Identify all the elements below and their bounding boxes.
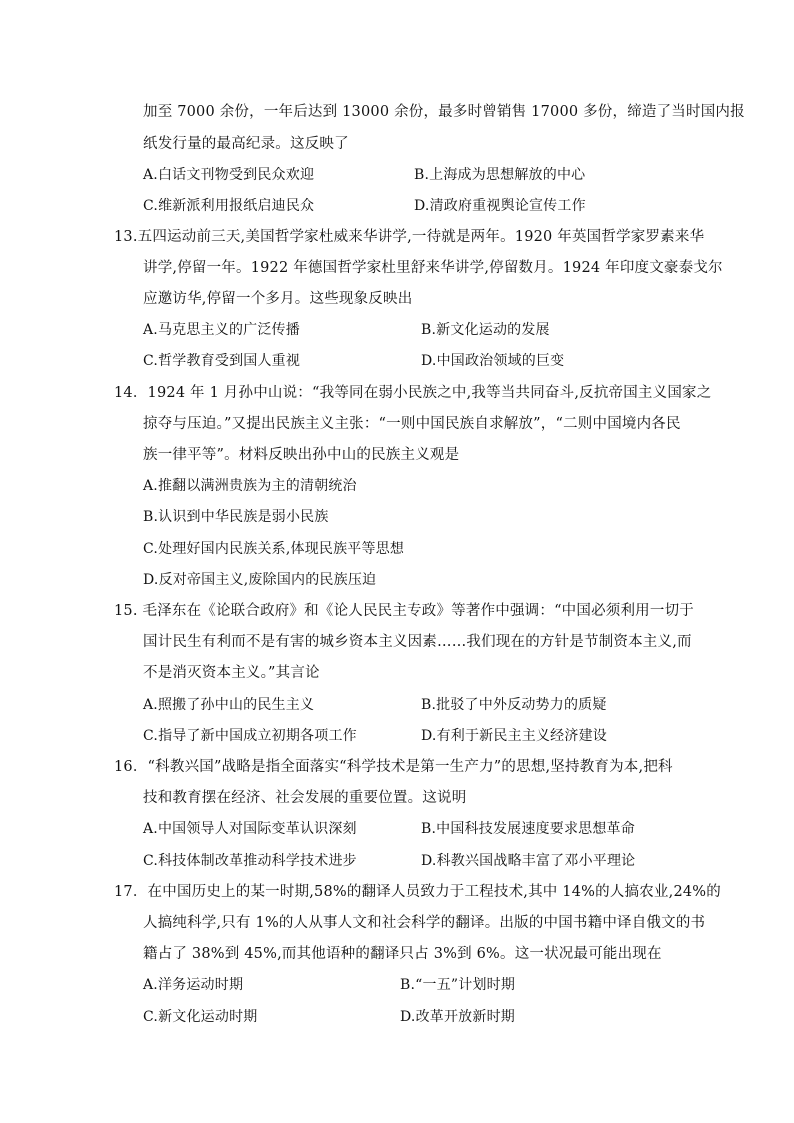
q15-option-c[interactable]: C.指导了新中国成立初期各项工作	[143, 728, 357, 744]
q16-option-c[interactable]: C.科技体制改革推动科学技术进步	[143, 853, 357, 869]
q12-option-b[interactable]: B.上海成为思想解放的中心	[414, 167, 586, 183]
q14-line-2: 掠夺与压迫。”又提出民族主义主张：“一则中国民族自求解放”，“二则中国境内各民	[143, 416, 681, 432]
q12-option-d[interactable]: D.清政府重视舆论宣传工作	[414, 198, 586, 214]
q16-option-d[interactable]: D.科教兴国战略丰富了邓小平理论	[421, 853, 636, 869]
q16-line-1: 16．“科教兴国”战略是指全面落实“科学技术是第一生产力”的思想,坚持教育为本,把科	[114, 759, 673, 775]
q13-option-c[interactable]: C.哲学教育受到国人重视	[143, 353, 301, 369]
q12-option-c[interactable]: C.维新派利用报纸启迪民众	[143, 198, 315, 214]
q17-option-b[interactable]: B.“一五”计划时期	[400, 977, 516, 993]
q16-option-a[interactable]: A.中国领导人对国际变革认识深刻	[143, 821, 357, 837]
q12-line-1: 加至 7000 余份，一年后达到 13000 余份，最多时曾销售 17000 多份，缔造了当时国内报	[143, 104, 745, 120]
q14-line-3: 族一律平等”。材料反映出孙中山的民族主义观是	[143, 447, 460, 463]
q17-line-1: 17．在中国历史上的某一时期,58%的翻译人员致力于工程技术,其中 14%的人搞农业,24%的	[114, 884, 721, 900]
q15-option-d[interactable]: D.有利于新民主主义经济建设	[421, 728, 607, 744]
q13-option-d[interactable]: D.中国政治领域的巨变	[421, 353, 565, 369]
q17-option-a[interactable]: A.洋务运动时期	[143, 977, 244, 993]
q16-option-b[interactable]: B.中国科技发展速度要求思想革命	[421, 821, 635, 837]
q17-option-c[interactable]: C.新文化运动时期	[143, 1009, 258, 1025]
q13-line-2: 讲学,停留一年。1922 年德国哲学家杜里舒来华讲学,停留数月。1924 年印度文豪泰戈尔	[143, 260, 723, 276]
q12-option-a[interactable]: A.白话文刊物受到民众欢迎	[143, 167, 315, 183]
q15-line-1: 15. 毛泽东在《论联合政府》和《论人民民主专政》等著作中强调：“中国必须利用一切于	[114, 603, 694, 619]
q15-line-2: 国计民生有利而不是有害的城乡资本主义因素……我们现在的方针是节制资本主义,而	[143, 634, 692, 650]
q15-line-3: 不是消灭资本主义。”其言论	[143, 665, 320, 681]
q15-option-a[interactable]: A.照搬了孙中山的民生主义	[143, 697, 315, 713]
q13-option-b[interactable]: B.新文化运动的发展	[421, 322, 550, 338]
q14-option-d[interactable]: D.反对帝国主义,废除国内的民族压迫	[143, 572, 377, 588]
q15-option-b[interactable]: B.批驳了中外反动势力的质疑	[421, 697, 607, 713]
q16-line-2: 技和教育摆在经济、社会发展的重要位置。这说明	[143, 790, 467, 806]
q12-line-2: 纸发行量的最高纪录。这反映了	[143, 136, 349, 152]
q17-line-3: 籍占了 38%到 45%,而其他语种的翻译只占 3%到 6%。这一状况最可能出现在	[143, 946, 662, 962]
q17-option-d[interactable]: D.改革开放新时期	[400, 1009, 515, 1025]
q14-line-1: 14．1924 年 1 月孙中山说：“我等同在弱小民族之中,我等当共同奋斗,反抗帝国主义国家之	[114, 385, 712, 401]
q14-option-c[interactable]: C.处理好国内民族关系,体现民族平等思想	[143, 541, 405, 557]
q14-option-b[interactable]: B.认识到中华民族是弱小民族	[143, 509, 329, 525]
q17-line-2: 人搞纯科学,只有 1%的人从事人文和社会科学的翻译。出版的中国书籍中译自俄文的书	[143, 915, 706, 931]
q14-option-a[interactable]: A.推翻以满洲贵族为主的清朝统治	[143, 478, 357, 494]
q13-option-a[interactable]: A.马克思主义的广泛传播	[143, 322, 300, 338]
q13-line-3: 应邀访华,停留一个多月。这些现象反映出	[143, 291, 413, 307]
q13-line-1: 13.五四运动前三天,美国哲学家杜威来华讲学,一待就是两年。1920 年英国哲学家罗素来华	[114, 229, 705, 245]
